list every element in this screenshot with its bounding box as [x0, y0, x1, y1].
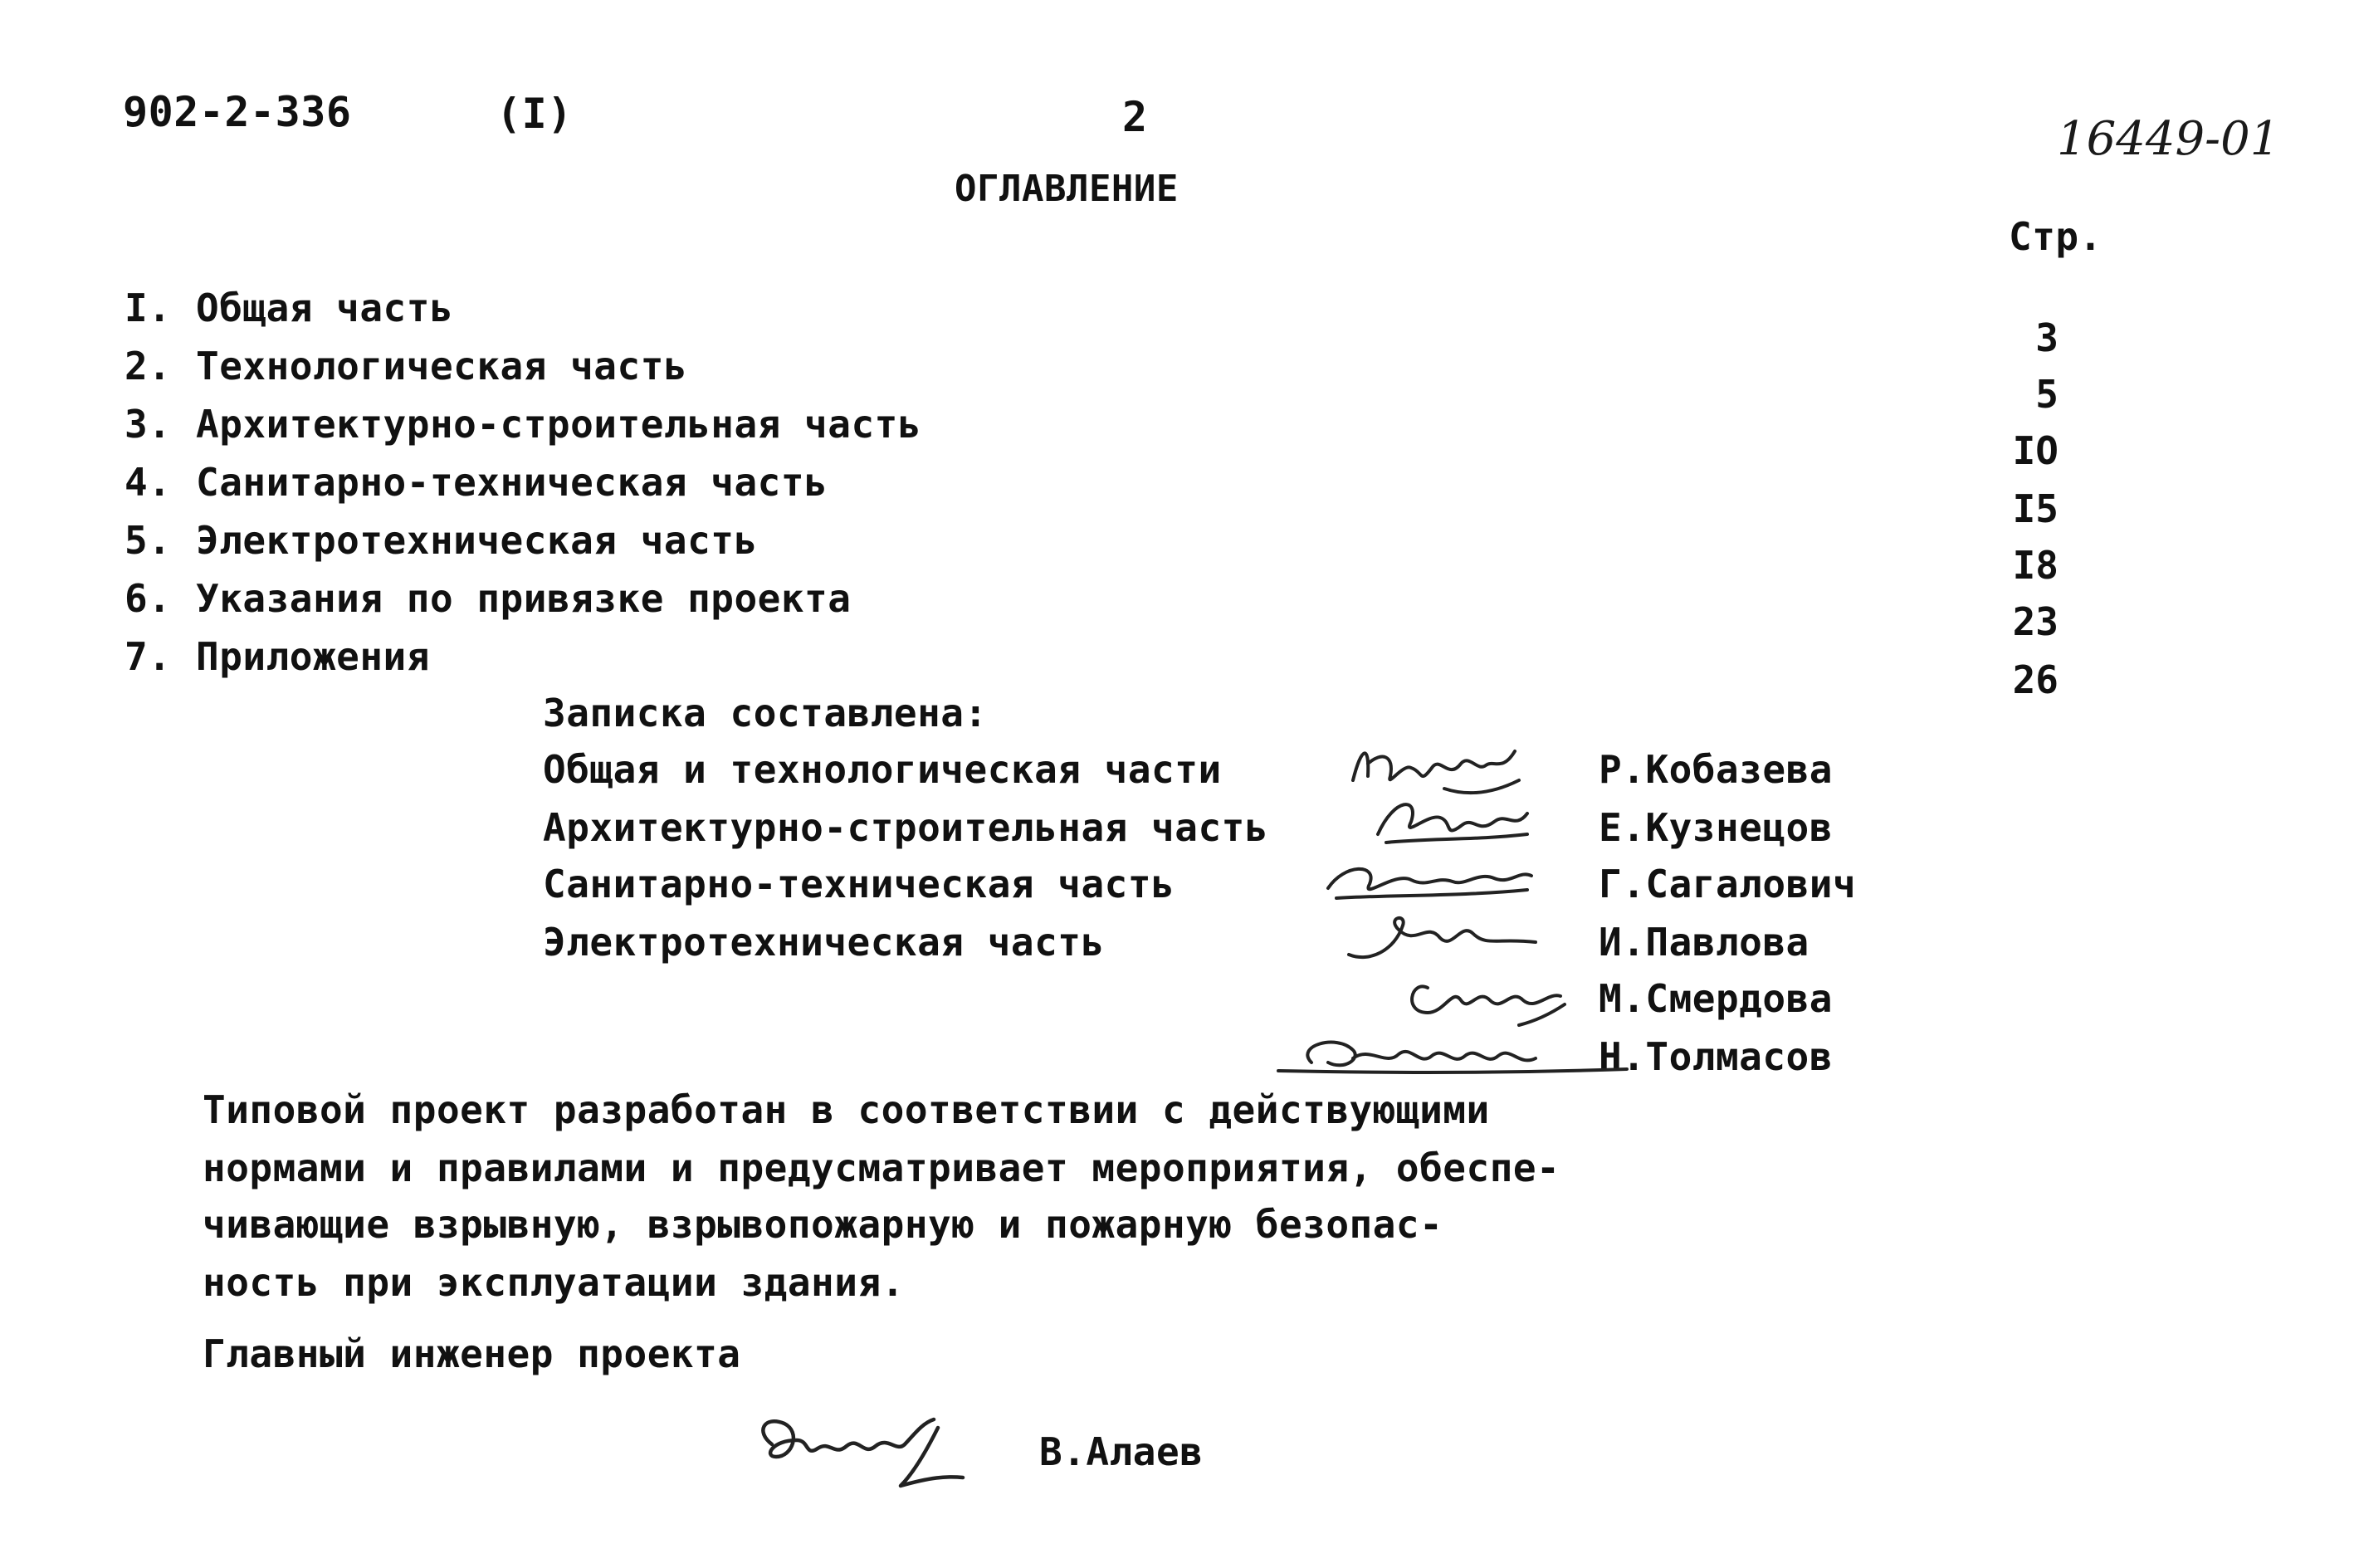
chief-engineer-label: Главный инженер проекта [203, 1331, 741, 1376]
statement-line: нормами и правилами и предусматривает мероприятия, обеспе- [203, 1145, 1560, 1190]
toc-item-number: 7. [125, 634, 172, 679]
author-part: Общая и технологическая части [543, 747, 1222, 792]
page-number: 2 [1122, 93, 1148, 141]
toc-item-number: I. [125, 286, 172, 330]
author-name: Н.Толмасов [1599, 1034, 1833, 1079]
toc-item-page: I8 [2012, 543, 2059, 588]
toc-item-page: 26 [2012, 657, 2059, 702]
toc-item-number: 4. [125, 460, 172, 505]
author-name: Г.Сагалович [1599, 862, 1857, 906]
signature-alaev [747, 1395, 996, 1494]
toc-item-number: 3. [125, 402, 172, 447]
volume-number: (I) [496, 90, 573, 138]
toc-item-number: 6. [125, 576, 172, 621]
toc-item-title: Электротехническая часть [196, 518, 758, 563]
author-name: Е.Кузнецов [1599, 805, 1833, 850]
statement-line: чивающие взрывную, взрывопожарную и пожарную безопас- [203, 1202, 1443, 1247]
toc-item-title: Санитарно-техническая часть [196, 460, 828, 505]
toc-title: ОГЛАВЛЕНИЕ [955, 168, 1179, 210]
author-name: И.Павлова [1599, 920, 1809, 965]
authors-heading: Записка составлена: [543, 691, 988, 735]
toc-item-title: Общая часть [196, 286, 454, 330]
author-name: М.Смердова [1599, 976, 1833, 1021]
toc-item-title: Приложения [196, 634, 430, 679]
toc-item-number: 2. [125, 344, 172, 388]
page-column-label: Стр. [2009, 214, 2102, 259]
toc-item-number: 5. [125, 518, 172, 563]
author-name: Р.Кобазева [1599, 747, 1833, 792]
toc-item-page: I5 [2012, 486, 2059, 531]
signature-kuznetsov [1361, 789, 1544, 855]
toc-item-title: Архитектурно-строительная часть [196, 402, 922, 447]
signature-sagalovich [1311, 847, 1544, 913]
toc-item-title: Указания по привязке проекта [196, 576, 852, 621]
archive-number: 16449-01 [2057, 112, 2280, 166]
doc-code: 902-2-336 [123, 88, 352, 136]
toc-item-page: IO [2012, 428, 2059, 473]
signature-tolmasov [1262, 1021, 1643, 1096]
chief-engineer-name: В.Алаев [1039, 1429, 1204, 1474]
author-part: Санитарно-техническая часть [543, 862, 1175, 906]
author-part: Архитектурно-строительная часть [543, 805, 1269, 850]
toc-item-page: 23 [2012, 599, 2059, 644]
toc-item-title: Технологическая часть [196, 344, 688, 388]
signature-pavlova [1336, 905, 1552, 971]
statement-line: ность при эксплуатации здания. [203, 1260, 905, 1305]
author-part: Электротехническая часть [543, 920, 1105, 965]
toc-item-page: 3 [2035, 315, 2059, 360]
statement-line: Типовой проект разработан в соответствии с действующими [203, 1087, 1490, 1132]
toc-item-page: 5 [2035, 372, 2059, 417]
